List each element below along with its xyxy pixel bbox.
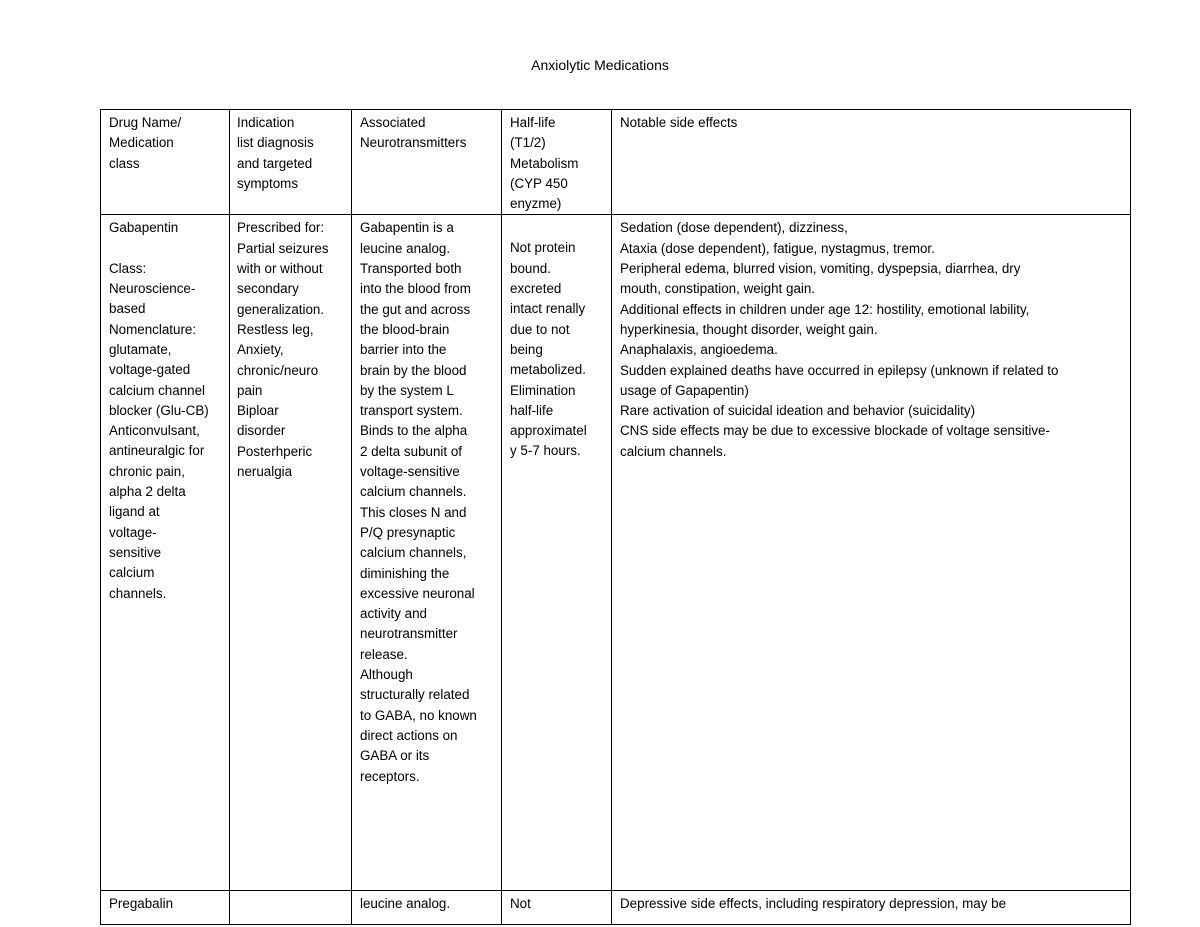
text-line: This closes N and [360, 504, 467, 520]
header-drug-name [101, 110, 230, 215]
text-line: brain by the blood [360, 362, 467, 378]
text-line: to GABA, no known [360, 707, 477, 723]
gabapentin-half-life-cell [502, 215, 612, 891]
text-line: intact renally [510, 301, 586, 317]
text-line: Gabapentin is a [360, 220, 454, 236]
text-line: CNS side effects may be due to excessive blockade of voltage sensitive- [620, 423, 1050, 439]
text-line: P/Q presynaptic [360, 524, 456, 540]
text-line: (T1/2) [510, 135, 546, 151]
text-line: Prescribed for: [237, 220, 325, 236]
pregabalin-drug-cell: Pregabalin [101, 891, 230, 925]
text-line: Neurotransmitters [360, 135, 467, 151]
text-line: Transported both [360, 261, 462, 277]
text-line: Ataxia (dose dependent), fatigue, nystagmus, tremor. [620, 240, 935, 256]
text-line: 2 delta subunit of [360, 443, 462, 459]
text-line: hyperkinesia, thought disorder, weight gain. [620, 321, 878, 337]
text-line: chronic/neuro [237, 362, 319, 378]
table-header-row [101, 110, 1131, 215]
text-line: chronic pain, [109, 463, 185, 479]
text-line: direct actions on [360, 727, 458, 743]
text-line: Metabolism [510, 155, 579, 171]
text-line: Binds to the alpha [360, 423, 468, 439]
text-line: (CYP 450 [510, 175, 568, 191]
text-line: excreted [510, 281, 562, 297]
text-line: Anticonvulsant, [109, 423, 200, 439]
table-row [101, 891, 1131, 925]
text-line: Restless leg, [237, 321, 314, 337]
gabapentin-drug-cell [101, 215, 230, 891]
text-line: secondary [237, 281, 299, 297]
text-line: Neuroscience- [109, 281, 196, 297]
text-line: Anxiety, [237, 342, 284, 358]
text-line: approximatel [510, 423, 587, 439]
text-line: mouth, constipation, weight gain. [620, 281, 816, 297]
text-line: Notable side effects [620, 115, 738, 130]
text-line: class [109, 155, 140, 171]
text-line: Sedation (dose dependent), dizziness, [620, 220, 848, 236]
text-line: Biploar [237, 403, 279, 419]
text-line: calcium channels. [360, 484, 467, 500]
text-line: based [109, 301, 146, 317]
text-line: leucine analog. [360, 240, 451, 256]
text-line: alpha 2 delta [109, 484, 186, 500]
text-line: voltage-gated [109, 362, 191, 378]
text-line: metabolized. [510, 362, 586, 378]
gabapentin-neurotransmitters-cell [352, 215, 502, 891]
text-line: antineuralgic for [109, 443, 205, 459]
gabapentin-indication-cell [230, 215, 352, 891]
text-line: into the blood from [360, 281, 471, 297]
text-line: Anaphalaxis, angioedema. [620, 342, 778, 358]
pregabalin-half-life-cell: Not [502, 891, 612, 925]
text-line: activity and [360, 606, 427, 622]
pregabalin-indication-cell [230, 891, 352, 925]
text-line: usage of Gapapentin) [620, 382, 749, 398]
text-line: neurotransmitter [360, 626, 458, 642]
text-line: bound. [510, 260, 551, 276]
text-line: enyzme) [510, 196, 562, 212]
text-line: generalization. [237, 301, 325, 317]
text-line: Posterhperic [237, 443, 313, 459]
text-line: Class: [109, 260, 147, 276]
text-line: symptoms [237, 175, 299, 191]
text-line: Not protein [510, 240, 576, 256]
text-line: blocker (Glu-CB) [109, 402, 209, 418]
header-indication [230, 110, 352, 215]
gabapentin-half-life-text [510, 238, 608, 461]
text-line: glutamate, [109, 341, 172, 357]
text-line: calcium channels. [620, 443, 727, 459]
pregabalin-side-effects-cell: Depressive side effects, including respiratory depression, may be [612, 891, 1131, 925]
text-line: channels. [109, 585, 167, 601]
text-line: ligand at [109, 504, 160, 520]
text-line: the gut and across [360, 301, 471, 317]
text-line: transport system. [360, 403, 463, 419]
text-line: with or without [237, 261, 323, 277]
text-line: due to not [510, 321, 570, 337]
gabapentin-class [109, 259, 226, 604]
text-line: y 5-7 hours. [510, 443, 581, 459]
text-line: Sudden explained deaths have occurred in epilepsy (unknown if related to [620, 362, 1059, 378]
text-line: Peripheral edema, blurred vision, vomiting, dyspepsia, diarrhea, dry [620, 261, 1021, 277]
text-line: Associated [360, 115, 426, 130]
anxiolytic-medications-table [100, 109, 1131, 925]
text-line: release. [360, 646, 408, 662]
text-line: barrier into the [360, 342, 447, 358]
text-line: list diagnosis [237, 135, 314, 151]
text-line: calcium channel [109, 382, 206, 398]
text-line: voltage-sensitive [360, 464, 460, 480]
text-line: nerualgia [237, 464, 293, 480]
text-line: Additional effects in children under age 12: hostility, emotional lability, [620, 301, 1030, 317]
page-title: Anxiolytic Medications [531, 57, 669, 73]
text-line: excessive neuronal [360, 585, 475, 601]
text-line: diminishing the [360, 565, 450, 581]
text-line: voltage- [109, 524, 157, 540]
text-line: Drug Name/ [109, 115, 182, 130]
text-line: being [510, 341, 543, 357]
text-line: GABA or its [360, 748, 430, 764]
text-line: the blood-brain [360, 321, 450, 337]
text-line: Indication [237, 115, 295, 130]
text-line: receptors. [360, 768, 420, 784]
text-line: pain [237, 382, 263, 398]
table-row [101, 215, 1131, 891]
text-line: half-life [510, 402, 554, 418]
text-line: and targeted [237, 155, 313, 171]
text-line: Rare activation of suicidal ideation and behavior (suicidality) [620, 403, 976, 419]
text-line: sensitive [109, 544, 162, 560]
gabapentin-side-effects-cell [612, 215, 1131, 891]
text-line: calcium channels, [360, 545, 467, 561]
text-line: disorder [237, 423, 286, 439]
text-line: Although [360, 667, 413, 683]
gabapentin-name: Gabapentin [109, 220, 179, 236]
blank-line [510, 218, 608, 238]
text-line: by the system L [360, 382, 454, 398]
pregabalin-neurotransmitters-cell: leucine analog. [352, 891, 502, 925]
text-line: Partial seizures [237, 240, 329, 256]
text-line: Half-life [510, 115, 556, 130]
text-line: Nomenclature: [109, 321, 197, 337]
text-line: Elimination [510, 382, 576, 398]
header-side-effects [612, 110, 1131, 215]
header-half-life [502, 110, 612, 215]
blank-line [109, 239, 226, 259]
text-line: calcium [109, 565, 155, 581]
text-line: Medication [109, 135, 174, 151]
header-neurotransmitters [352, 110, 502, 215]
text-line: structurally related [360, 687, 470, 703]
